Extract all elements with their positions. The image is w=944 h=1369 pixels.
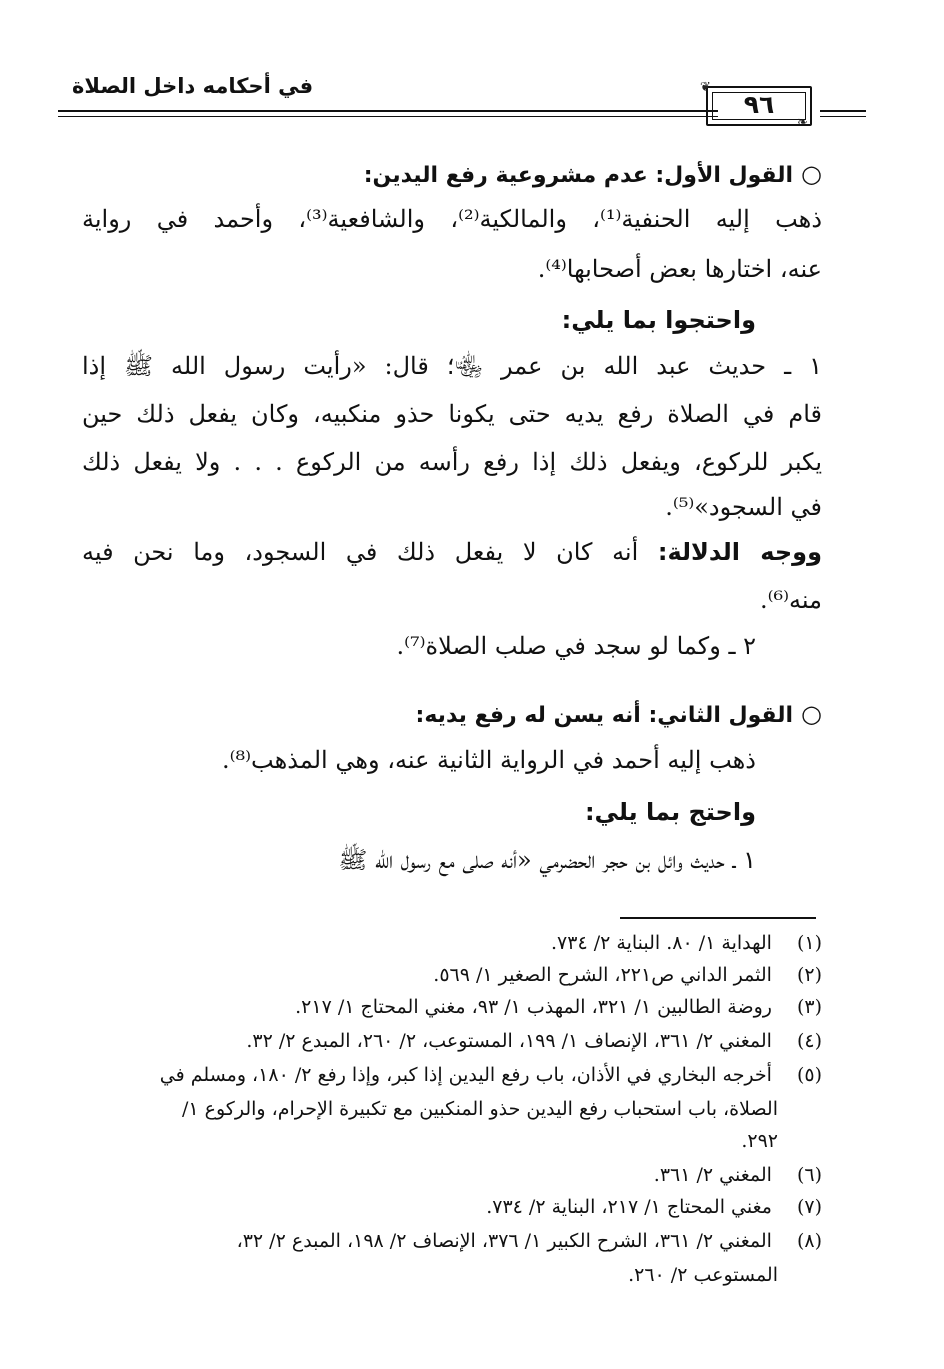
circle-bullet-icon: ○ [801,160,822,188]
header-rule-thin [58,116,718,117]
footnote-number: (٤) [796,1030,822,1052]
page-number: ٩٦ [743,90,775,119]
footnote-number: (٨) [796,1230,822,1252]
footnote [82,1230,822,1252]
hadith-line: ١ ـ حديث وائل بن حجر الحضرمي «أنه صلى مع رسول الله ﷺ [338,846,756,874]
footnote [82,1064,822,1086]
evidence-text: أنه كان لا يفعل ذلك في السجود، وما نحن فيه [82,538,658,566]
ornament-icon: ❧ [797,115,808,130]
header-rule [58,110,718,112]
header-rule-right [820,110,866,112]
footnote [82,1164,822,1186]
footnote-continuation: ٢٩٢. [741,1130,778,1152]
circle-bullet-icon: ○ [801,700,822,728]
paragraph-line: عنه، اختارها بعض أصحابها⁽⁴⁾. [537,255,822,283]
subheading: واحتجوا بما يلي: [561,306,756,334]
hadith-line: في السجود»⁽⁵⁾. [665,493,822,521]
section-heading-2-text: القول الثاني: أنه يسن له رفع يديه: [415,703,794,728]
footnote [82,996,822,1018]
footnote [82,964,822,986]
section-heading-1 [82,160,822,189]
footnote-number: (١) [796,932,822,954]
paragraph-line: ذهب إليه الحنفية⁽¹⁾، والمالكية⁽²⁾، والشافعية⁽³⁾، وأحمد في رواية [82,205,823,233]
evidence-line: منه⁽⁶⁾. [759,586,822,614]
hadith-line: ١ ـ حديث عبد الله بن عمر ﵄؛ قال: «رأيت رسول الله ﷺ إذا [82,352,822,380]
evidence-label: ووجه الدلالة: [657,538,822,566]
footnote-text: المغني ٢/ ٣٦١، الإنصاف ١/ ١٩٩، المستوعب، ٢/ ٢٦٠، المبدع ٢/ ٣٢. [246,1030,772,1052]
ornament-icon: ❦ [700,80,711,95]
footnote-text: الهداية ١/ ٨٠. البناية ٢/ ٧٣٤. [551,932,772,954]
footnote-number: (٣) [796,996,822,1018]
evidence-line [82,538,822,567]
hadith-line: يكبر للركوع، ويفعل ذلك إذا رفع رأسه من الركوع . . . ولا يفعل ذلك [82,448,822,476]
hadith-line: قام في الصلاة رفع يديه حتى يكونا حذو منكبيه، وكان يفعل ذلك حين [82,400,822,428]
footnote-text: المغني ٢/ ٣٦١. [653,1164,772,1186]
footnote-number: (٢) [796,964,822,986]
header-rule-right-thin [820,116,866,117]
subheading: واحتج بما يلي: [584,798,756,826]
footnote-text: الثمر الداني ص٢٢١، الشرح الصغير ١/ ٥٦٩. [433,964,772,986]
footnote-text: روضة الطالبين ١/ ٣٢١، المهذب ١/ ٩٣، مغني المحتاج ١/ ٢١٧. [295,996,772,1018]
footnote [82,1030,822,1052]
footnote-continuation: المستوعب ٢/ ٢٦٠. [628,1264,778,1286]
footnote-number: (٦) [796,1164,822,1186]
paragraph-line: ذهب إليه أحمد في الرواية الثانية عنه، وهي المذهب⁽⁸⁾. [222,746,756,774]
section-heading-1-text: القول الأول: عدم مشروعية رفع اليدين: [363,163,794,188]
section-heading-2 [82,700,822,729]
list-item: ٢ ـ وكما لو سجد في صلب الصلاة⁽⁷⁾. [396,632,756,660]
footnote [82,1196,822,1218]
footnote-continuation: الصلاة، باب استحباب رفع اليدين حذو المنكبين مع تكبيرة الإحرام، والركوع ١/ [181,1098,778,1120]
footnote [82,932,822,954]
footnote-text: مغني المحتاج ١/ ٢١٧، البناية ٢/ ٧٣٤. [486,1196,772,1218]
footnote-number: (٥) [796,1064,822,1086]
running-head: في أحكامه داخل الصلاة [72,74,314,98]
footnote-separator [620,917,816,919]
footnote-text: المغني ٢/ ٣٦١، الشرح الكبير ١/ ٣٧٦، الإنصاف ٢/ ١٩٨، المبدع ٢/ ٣٢، [236,1230,772,1252]
footnote-text: أخرجه البخاري في الأذان، باب رفع اليدين إذا كبر، وإذا رفع ٢/ ١٨٠، ومسلم في [159,1064,772,1086]
footnote-number: (٧) [796,1196,822,1218]
